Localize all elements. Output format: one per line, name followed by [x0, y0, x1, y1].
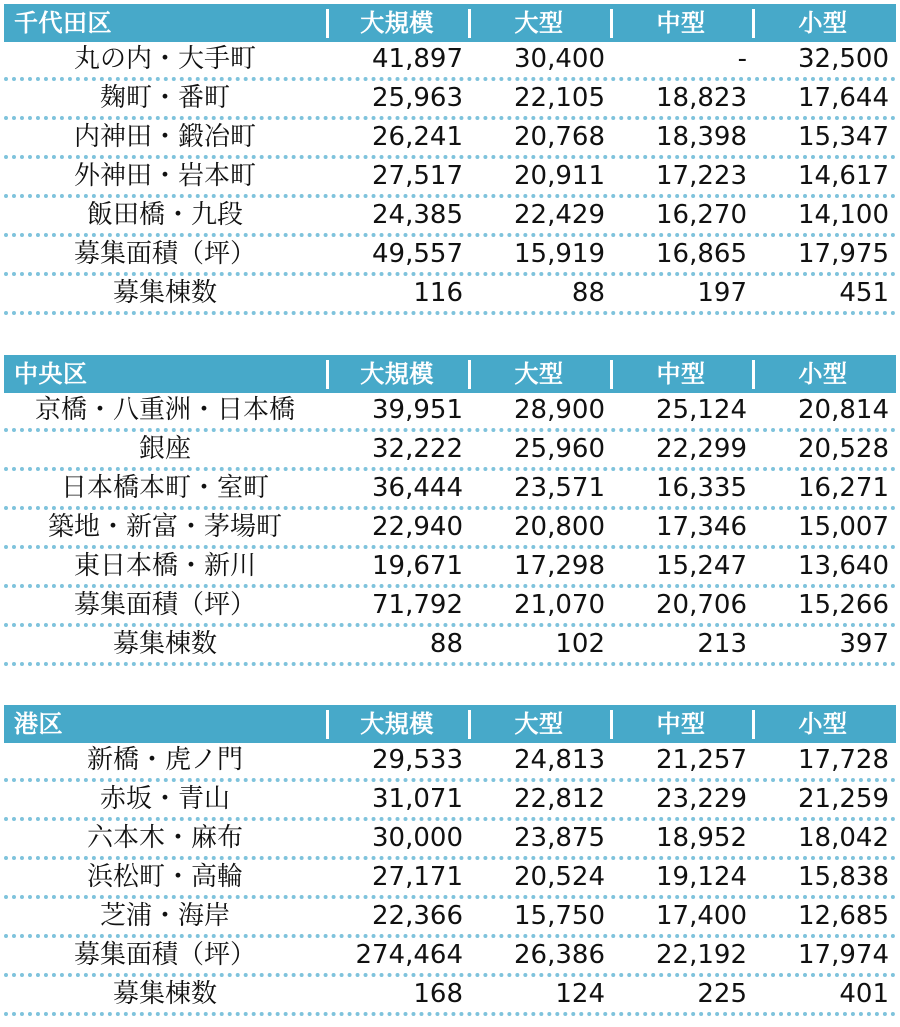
table-row: [4, 588, 896, 627]
header-divider: [468, 9, 471, 38]
header-divider: [326, 9, 329, 38]
cell-large: 124: [555, 979, 605, 1009]
table-row: [4, 860, 896, 899]
cell-large-scale: 26,241: [372, 122, 463, 152]
district-table: [4, 705, 896, 1016]
cell-large-scale: 39,951: [372, 395, 463, 425]
district-table: [4, 4, 896, 315]
cell-small: 14,617: [798, 161, 889, 191]
cell-medium: 213: [697, 629, 747, 659]
table-row: [4, 821, 896, 860]
cell-large-scale: 22,366: [372, 901, 463, 931]
cell-large: 20,768: [514, 122, 605, 152]
table-row: [4, 432, 896, 471]
column-header-medium: 中型: [656, 9, 706, 37]
table-row: [4, 276, 896, 315]
cell-medium: 16,865: [656, 239, 747, 269]
table-row: [4, 237, 896, 276]
cell-large-scale: 27,517: [372, 161, 463, 191]
cell-medium: 225: [697, 979, 747, 1009]
cell-large: 15,919: [514, 239, 605, 269]
cell-small: 15,007: [798, 512, 889, 542]
cell-small: 17,644: [798, 83, 889, 113]
cell-medium: 20,706: [656, 590, 747, 620]
row-label: 募集面積（坪）: [73, 239, 256, 269]
cell-medium: 17,346: [656, 512, 747, 542]
cell-large: 20,524: [514, 862, 605, 892]
table-row: [4, 393, 896, 432]
cell-medium: 18,952: [656, 823, 747, 853]
cell-medium: 16,270: [656, 200, 747, 230]
column-header-large-scale: 大規模: [360, 710, 434, 738]
cell-medium: 15,247: [656, 551, 747, 581]
table-row: [4, 782, 896, 821]
column-header-large-scale: 大規模: [360, 360, 434, 388]
cell-small: 15,838: [798, 862, 889, 892]
cell-small: 14,100: [798, 200, 889, 230]
district-name-header: 千代田区: [14, 9, 112, 37]
cell-small: 13,640: [798, 551, 889, 581]
column-header-large-scale: 大規模: [360, 9, 434, 37]
cell-medium: 18,823: [656, 83, 747, 113]
cell-large-scale: 274,464: [355, 940, 463, 970]
header-divider: [326, 360, 329, 389]
row-label: 飯田橋・九段: [86, 200, 243, 230]
row-label: 日本橋本町・室町: [60, 473, 269, 503]
cell-medium: 17,400: [656, 901, 747, 931]
row-label: 麹町・番町: [99, 83, 230, 113]
cell-large: 21,070: [514, 590, 605, 620]
row-label: 外神田・岩本町: [73, 161, 256, 191]
table-header: [4, 4, 896, 42]
column-header-large: 大型: [514, 9, 564, 37]
header-divider: [610, 9, 613, 38]
cell-large: 30,400: [514, 44, 605, 74]
cell-medium: 22,299: [656, 434, 747, 464]
cell-small: 21,259: [798, 784, 889, 814]
row-label: 銀座: [138, 434, 191, 464]
row-label: 芝浦・海岸: [99, 901, 230, 931]
row-label: 内神田・鍛冶町: [73, 122, 256, 152]
district-name-header: 港区: [14, 710, 63, 738]
header-divider: [610, 710, 613, 739]
cell-medium: 22,192: [656, 940, 747, 970]
table-row: [4, 743, 896, 782]
row-label: 築地・新富・茅場町: [47, 512, 282, 542]
cell-large-scale: 71,792: [372, 590, 463, 620]
cell-large-scale: 36,444: [372, 473, 463, 503]
row-label: 募集面積（坪）: [73, 940, 256, 970]
cell-small: 32,500: [798, 44, 889, 74]
cell-large: 22,429: [514, 200, 605, 230]
cell-small: 401: [839, 979, 889, 1009]
table-row: [4, 899, 896, 938]
cell-large: 24,813: [514, 745, 605, 775]
column-header-small: 小型: [798, 710, 848, 738]
cell-large: 28,900: [514, 395, 605, 425]
cell-small: 18,042: [798, 823, 889, 853]
column-header-medium: 中型: [656, 360, 706, 388]
cell-large: 102: [555, 629, 605, 659]
cell-large: 15,750: [514, 901, 605, 931]
cell-small: 20,528: [798, 434, 889, 464]
row-label: 赤坂・青山: [99, 784, 230, 814]
cell-large-scale: 22,940: [372, 512, 463, 542]
row-label: 京橋・八重洲・日本橋: [34, 395, 295, 425]
table-row: [4, 159, 896, 198]
header-divider: [468, 360, 471, 389]
cell-small: 397: [839, 629, 889, 659]
header-divider: [752, 9, 755, 38]
cell-large: 25,960: [514, 434, 605, 464]
district-table: [4, 355, 896, 666]
table-row: [4, 627, 896, 666]
table-row: [4, 120, 896, 159]
cell-small: 17,974: [798, 940, 889, 970]
cell-large-scale: 25,963: [372, 83, 463, 113]
cell-small: 16,271: [798, 473, 889, 503]
row-label: 募集棟数: [112, 979, 217, 1009]
cell-large-scale: 19,671: [372, 551, 463, 581]
cell-small: 15,266: [798, 590, 889, 620]
row-label: 新橋・虎ノ門: [86, 745, 243, 775]
cell-large-scale: 29,533: [372, 745, 463, 775]
table-row: [4, 977, 896, 1016]
row-label: 募集棟数: [112, 629, 217, 659]
header-divider: [326, 710, 329, 739]
cell-large-scale: 49,557: [372, 239, 463, 269]
cell-large: 20,800: [514, 512, 605, 542]
cell-large-scale: 116: [413, 278, 463, 308]
cell-small: 20,814: [798, 395, 889, 425]
table-row: [4, 471, 896, 510]
cell-large-scale: 31,071: [372, 784, 463, 814]
cell-large: 22,812: [514, 784, 605, 814]
cell-large: 17,298: [514, 551, 605, 581]
header-divider: [752, 360, 755, 389]
row-label: 浜松町・高輪: [86, 862, 243, 892]
header-divider: [468, 710, 471, 739]
cell-large-scale: 168: [413, 979, 463, 1009]
column-header-large: 大型: [514, 360, 564, 388]
header-divider: [610, 360, 613, 389]
cell-large-scale: 30,000: [372, 823, 463, 853]
cell-large-scale: 88: [429, 629, 463, 659]
cell-large-scale: 24,385: [372, 200, 463, 230]
row-label: 募集棟数: [112, 278, 217, 308]
cell-large-scale: 32,222: [372, 434, 463, 464]
table-row: [4, 81, 896, 120]
cell-small: 451: [839, 278, 889, 308]
row-label: 丸の内・大手町: [73, 44, 256, 74]
cell-medium: 17,223: [656, 161, 747, 191]
cell-medium: 19,124: [656, 862, 747, 892]
column-header-small: 小型: [798, 9, 848, 37]
cell-large: 88: [571, 278, 605, 308]
row-label: 募集面積（坪）: [73, 590, 256, 620]
table-row: [4, 42, 896, 81]
column-header-small: 小型: [798, 360, 848, 388]
cell-small: 15,347: [798, 122, 889, 152]
table-row: [4, 938, 896, 977]
cell-large: 23,571: [514, 473, 605, 503]
cell-medium: 16,335: [656, 473, 747, 503]
cell-large-scale: 41,897: [372, 44, 463, 74]
header-divider: [752, 710, 755, 739]
row-label: 東日本橋・新川: [73, 551, 256, 581]
cell-small: 12,685: [798, 901, 889, 931]
cell-medium: 25,124: [656, 395, 747, 425]
cell-medium: 18,398: [656, 122, 747, 152]
table-header: [4, 705, 896, 743]
cell-large: 20,911: [514, 161, 605, 191]
cell-large-scale: 27,171: [372, 862, 463, 892]
cell-large: 22,105: [514, 83, 605, 113]
column-header-large: 大型: [514, 710, 564, 738]
column-header-medium: 中型: [656, 710, 706, 738]
table-row: [4, 549, 896, 588]
row-label: 六本木・麻布: [86, 823, 243, 853]
cell-small: 17,975: [798, 239, 889, 269]
cell-medium: 21,257: [656, 745, 747, 775]
district-name-header: 中央区: [14, 360, 88, 388]
cell-medium: 23,229: [656, 784, 747, 814]
cell-medium: 197: [697, 278, 747, 308]
table-row: [4, 510, 896, 549]
cell-medium: -: [737, 44, 747, 74]
cell-small: 17,728: [798, 745, 889, 775]
table-header: [4, 355, 896, 393]
cell-large: 23,875: [514, 823, 605, 853]
table-row: [4, 198, 896, 237]
cell-large: 26,386: [514, 940, 605, 970]
